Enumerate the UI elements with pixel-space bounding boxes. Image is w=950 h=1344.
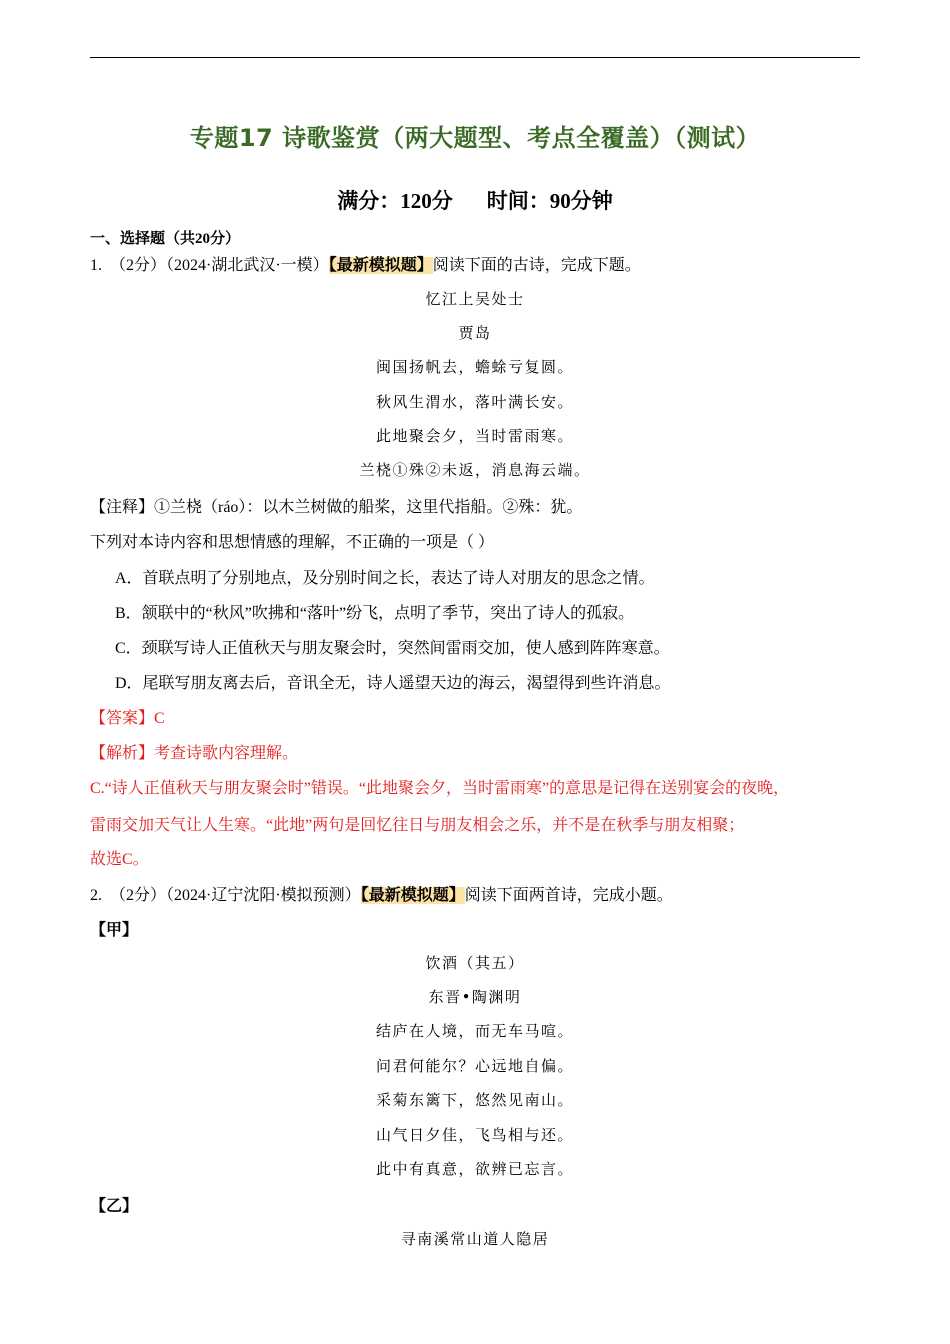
option-d: D．尾联写朋友离去后，音讯全无，诗人遥望天边的海云，渴望得到些许消息。: [115, 675, 671, 692]
question-2-header: 2. （2分）（2024·辽宁沈阳·模拟预测）【最新模拟题】阅读下面两首诗，完成小题。: [90, 887, 673, 904]
poem-line: 兰桡①殊②未返，消息海云端。: [359, 461, 591, 479]
full-score: 满分：120分: [337, 189, 453, 213]
analysis-text: C.“诗人正值秋天与朋友聚会时”错误。“此地聚会夕，当时雷雨寒”的意思是记得在送别宴会的夜晚，: [90, 780, 790, 797]
analysis-label: 【解析】考查诗歌内容理解。: [90, 745, 299, 762]
poem-line: 秋风生渭水，落叶满长安。: [375, 393, 574, 411]
poem-note: 【注释】①兰桡（ráo）：以木兰树做的船桨，这里代指船。②殊：犹。: [90, 499, 583, 516]
analysis-text: 故选C。: [90, 851, 149, 868]
header-rule: [90, 57, 860, 58]
question-1-header: 1. （2分）（2024·湖北武汉·一模）【最新模拟题】阅读下面的古诗，完成下题。: [90, 257, 641, 274]
question-stem: 下列对本诗内容和思想情感的理解，不正确的一项是（ ）: [90, 534, 495, 551]
analysis-text: 雷雨交加天气让人生寒。“此地”两句是回忆往日与朋友相会之乐，并不是在秋季与朋友相聚；: [90, 817, 745, 834]
poem-line: 结庐在人境，而无车马喧。: [375, 1022, 574, 1040]
option-c: C．颈联写诗人正值秋天与朋友聚会时，突然间雷雨交加，使人感到阵阵寒意。: [115, 640, 670, 657]
poem-line: 山气日夕佳，飞鸟相与还。: [375, 1126, 574, 1144]
latest-mock-tag: 【最新模拟题】: [328, 257, 433, 274]
poem-line: 闽国扬帆去，蟾蜍亏复圆。: [375, 358, 574, 376]
poem-title: 饮酒（其五）: [425, 954, 525, 972]
exam-time: 时间：90分钟: [486, 189, 613, 213]
poem-line: 此中有真意，欲辨已忘言。: [375, 1160, 574, 1178]
poem-line: 采菊东篱下，悠然见南山。: [375, 1091, 574, 1109]
option-b: B．颔联中的“秋风”吹拂和“落叶”纷飞，点明了季节，突出了诗人的孤寂。: [115, 605, 635, 622]
poem-author: 贾岛: [458, 324, 492, 342]
page-title: 专题17 诗歌鉴赏（两大题型、考点全覆盖）（测试）: [189, 124, 761, 152]
option-a: A．首联点明了分别地点，及分别时间之长，表达了诗人对朋友的思念之情。: [115, 570, 655, 587]
exam-info: [0, 185, 950, 215]
part-a-label: 【甲】: [90, 922, 139, 939]
poem-author: 东晋•陶渊明: [428, 988, 522, 1006]
part-b-label: 【乙】: [90, 1198, 139, 1215]
poem-line: 此地聚会夕，当时雷雨寒。: [375, 427, 574, 445]
poem-line: 问君何能尔？心远地自偏。: [375, 1057, 574, 1075]
section-heading: 一、选择题（共20分）: [90, 231, 241, 247]
poem-title: 寻南溪常山道人隐居: [400, 1230, 550, 1248]
poem-title: 忆江上吴处士: [425, 290, 525, 308]
answer: 【答案】C: [90, 710, 165, 727]
latest-mock-tag: 【最新模拟题】: [360, 887, 465, 904]
